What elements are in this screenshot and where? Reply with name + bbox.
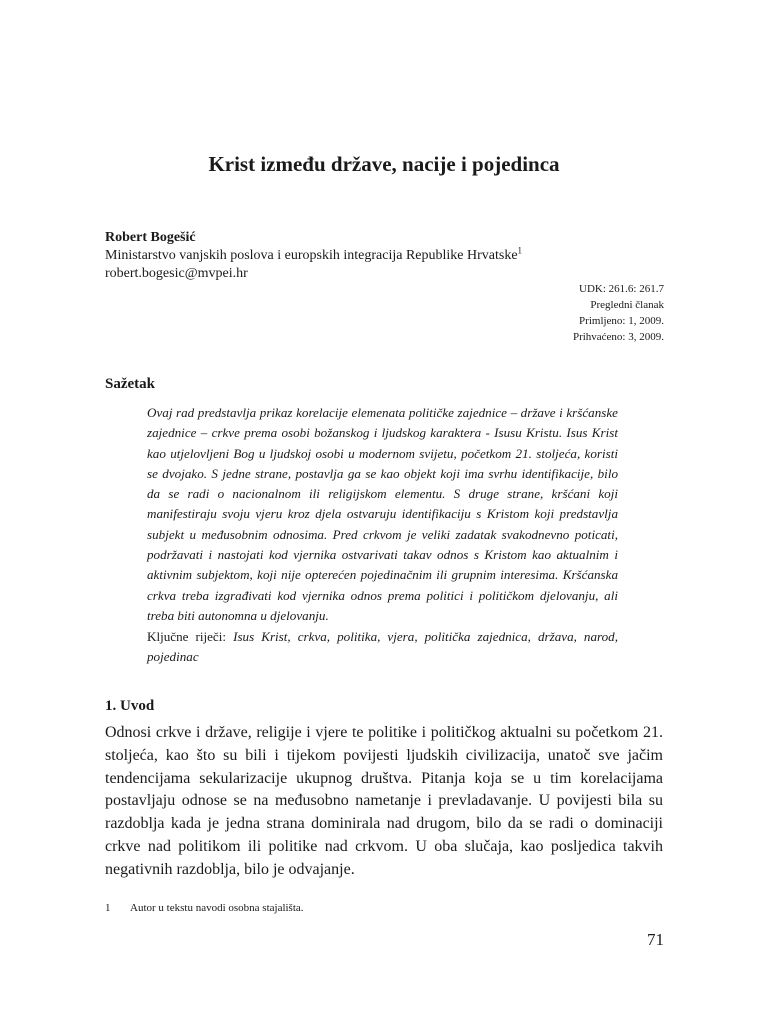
article-type: Pregledni članak [590, 299, 664, 311]
author-email: robert.bogesic@mvpei.hr [105, 266, 248, 281]
received-date: Primljeno: 1, 2009. [579, 315, 664, 327]
author-name: Robert Bogešić [105, 230, 196, 245]
article-title: Krist između države, nacije i pojedinca [208, 152, 560, 176]
keywords-terms: Isus Krist, crkva, politika, vjera, politička zajednica, država, narod, pojedinac [147, 629, 619, 665]
page-number: 71 [647, 930, 664, 949]
abstract-text: Ovaj rad predstavlja prikaz korelacije elemenata političke zajednice – države i kršćanske zajednice – crkve prema osobi božanskog i ljudskog karaktera - Isusu Kristu. Isus Krist kao utjelovljeni Bog u ljudskoj osobi u modernom svijetu, početkom 21. stoljeća, koristi se dvojako. S jedne strane, postavlja ga se kao objekt koji ima svrhu identifikacije, bilo da se radi o nacionalnom ili religijskom elementu. S druge strane, kršćani koji manifestiraju svoju vjeru kroz djela ostvaruju identifikaciju s Kristom koji predstavlja subjekt u međusobnim odnosima. Pred crkvom je veliki zadatak svakodnevno poticati, podržavati i nastojati kod vjernika ostvarivati takav odnos s Kristom kao aktualnim i aktivnim subjektom, koji nije opterećen pojedinačnim ili grupnim interesima. Kršćanska crkva treba izgrađivati kod vjernika odnos prema politici i političkom djelovanju, ali treba biti autonomna u djelovanju. [147, 405, 618, 623]
accepted-date: Prihvaćeno: 3, 2009. [572, 331, 664, 343]
keywords [147, 627, 618, 668]
section-body-intro: Odnosi crkve i države, religije i vjere te politike i političkog aktualni su početkom 21. stoljeća, kao što su bili i tijekom povijesti ljudskih civilizacija, unatoč sve jačim tendencijama sekularizacije ukupnog društva. Pitanja koja se u tim korelacijama postavljaju odnose se na međusobno nametanje i prevladavanje. U povijesti bila su razdoblja kada je jedna strana dominirala nad drugom, bilo da se radi o dominaciji crkve nad politikom ili politike nad crkvom. U oba slučaja, kao posljedica takvih negativnih razdoblja, bilo je odvajanje. [105, 724, 663, 878]
footnote-text: Autor u tekstu navodi osobna stajališta. [130, 902, 304, 914]
keywords-label: Ključne riječi: [147, 629, 227, 644]
footnote [105, 902, 304, 914]
affiliation-text: Ministarstvo vanjskih poslova i europskih integracija Republike Hrvatske [105, 248, 518, 263]
section-heading-intro: 1. Uvod [105, 698, 155, 714]
abstract-heading: Sažetak [105, 376, 155, 392]
author-affiliation [105, 245, 523, 264]
article-metadata [573, 281, 664, 345]
footnote-number: 1 [105, 902, 111, 914]
udk-code: UDK: 261.6: 261.7 [579, 283, 664, 295]
footnote-marker[interactable]: 1 [517, 245, 523, 256]
